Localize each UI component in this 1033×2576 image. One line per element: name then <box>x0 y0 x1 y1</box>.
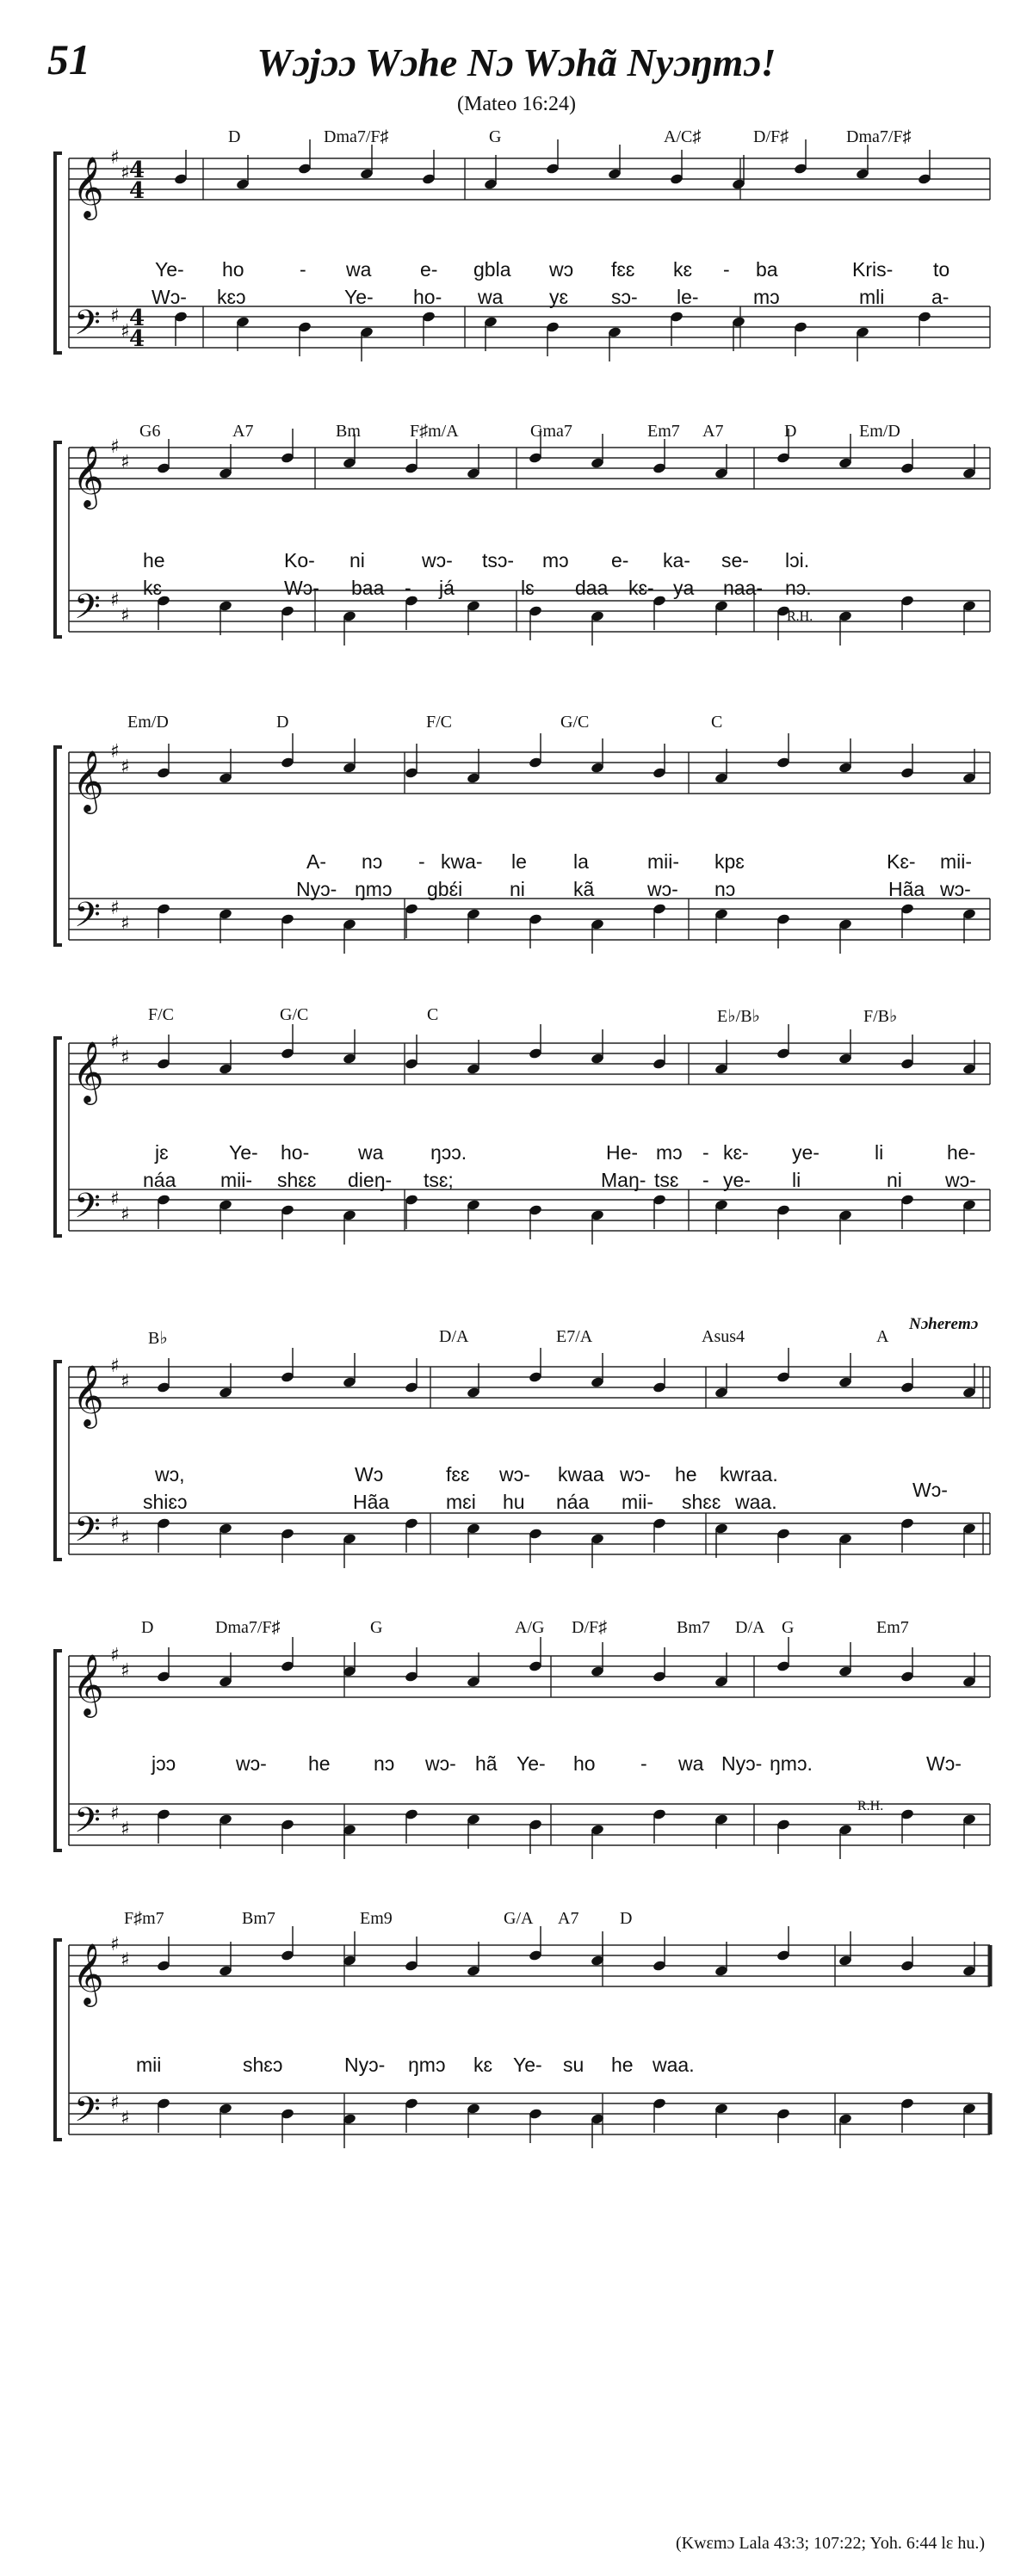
lyric-syllable: jɔɔ <box>152 1752 176 1775</box>
lyric-syllable: lɔi. <box>785 549 810 571</box>
lyric-syllable: hã <box>475 1752 498 1775</box>
lyric-syllable: kɛ <box>473 2054 493 2076</box>
svg-text:♯: ♯ <box>110 436 120 458</box>
lyric-syllable: kɛɔ <box>217 286 246 308</box>
lyric-syllable: mii <box>136 2054 162 2076</box>
svg-text:♯: ♯ <box>110 1512 120 1534</box>
chord-label: D/A <box>735 1618 765 1637</box>
lyric-syllable: ŋɔɔ. <box>430 1141 467 1164</box>
lyric-syllable: wɔ- <box>422 549 453 571</box>
lyric-syllable: Nyɔ- <box>296 878 337 900</box>
lyric-syllable: ho <box>222 258 244 281</box>
lyric-syllable: - <box>723 258 730 281</box>
lyric-syllable: Kris- <box>852 258 894 281</box>
hymn-title: Wɔjɔɔ Wɔhe Nɔ Wɔhã Nyɔŋmɔ! <box>257 40 776 84</box>
noteheads <box>157 1024 977 1245</box>
lyric-syllable: wɔ- <box>236 1752 267 1775</box>
music-system-3 <box>0 711 1033 1021</box>
chord-label: A7 <box>232 422 254 441</box>
chord-label: G/C <box>280 1005 309 1024</box>
svg-text:♯: ♯ <box>110 2092 120 2114</box>
svg-text:𝄞: 𝄞 <box>72 1040 104 1103</box>
lyric-syllable: tsɛ; <box>424 1169 454 1191</box>
staff-lines <box>55 147 990 353</box>
lyric-syllable: ni <box>887 1169 902 1191</box>
lyric-syllable: kɛ <box>673 258 693 281</box>
music-system-5 <box>0 1315 1033 1635</box>
svg-text:4: 4 <box>129 306 145 331</box>
lyric-syllable: Ko- <box>284 549 315 571</box>
lyric-syllable: a- <box>931 286 949 308</box>
noteheads <box>157 429 977 646</box>
hymn-number: 51 <box>47 35 90 83</box>
lyric-syllable: yɛ <box>549 286 569 308</box>
lyric-syllable: - <box>405 577 411 599</box>
lyric-syllable: li <box>875 1141 884 1164</box>
lyric-syllable: ho <box>573 1752 596 1775</box>
chord-label: G/C <box>560 713 590 732</box>
chord-label: G6 <box>139 422 161 441</box>
staff-lines <box>55 1645 990 1850</box>
lyric-syllable: - <box>640 1752 647 1775</box>
lyric-syllable: he <box>308 1752 331 1775</box>
svg-text:𝄞: 𝄞 <box>72 155 104 218</box>
lyric-syllable: Ye- <box>344 286 374 308</box>
lyric-syllable: mɔ <box>656 1141 683 1164</box>
svg-text:𝄢: 𝄢 <box>74 895 101 943</box>
svg-text:𝄞: 𝄞 <box>72 1942 104 2005</box>
lyric-syllable: Wɔ- <box>152 286 187 308</box>
lyric-syllable: e- <box>420 258 438 281</box>
lyric-syllable: baa <box>351 577 385 599</box>
svg-text:4: 4 <box>129 178 145 204</box>
ending-mark: Nɔheremɔ <box>909 1315 979 1333</box>
svg-text:♯: ♯ <box>110 1356 120 1377</box>
lyric-syllable: wɔ <box>549 258 574 281</box>
lyric-syllable: gbɛ́i <box>427 878 463 900</box>
lyric-syllable: daa <box>575 577 609 599</box>
lyric-syllable: - <box>300 258 306 281</box>
svg-text:♯: ♯ <box>121 1660 130 1682</box>
svg-text:♯: ♯ <box>110 1803 120 1825</box>
lyric-syllable: Wɔ- <box>912 1479 948 1501</box>
lyric-syllable: Ye- <box>229 1141 258 1164</box>
chord-label: Em9 <box>360 1909 393 1928</box>
chord-label: Em7 <box>647 422 680 441</box>
staff-lines <box>55 741 990 945</box>
lyric-syllable: wa <box>678 1752 704 1775</box>
lyric-syllable: mii- <box>220 1169 253 1191</box>
lyric-syllable: A- <box>306 850 326 873</box>
svg-text:♯: ♯ <box>121 1819 130 1840</box>
svg-text:𝄞: 𝄞 <box>72 749 104 812</box>
lyric-syllable: fɛɛ <box>611 258 635 281</box>
lyric-syllable: nɔ <box>362 850 383 873</box>
music-system-1 <box>0 120 1033 430</box>
lyric-syllable: ho- <box>413 286 442 308</box>
lyric-syllable: kwaa <box>558 1463 604 1486</box>
svg-text:𝄢: 𝄢 <box>74 303 101 351</box>
svg-text:♯: ♯ <box>121 321 130 343</box>
chord-label: Asus4 <box>702 1327 745 1346</box>
lyric-syllable: he <box>143 549 165 571</box>
lyric-syllable: wɔ, <box>155 1463 185 1486</box>
lyric-syllable: - <box>702 1169 709 1191</box>
svg-text:♯: ♯ <box>121 605 130 627</box>
svg-text:𝄢: 𝄢 <box>74 2090 101 2138</box>
chord-label: Gma7 <box>530 422 572 441</box>
svg-text:𝄢: 𝄢 <box>74 1801 101 1849</box>
lyric-syllable: le <box>511 850 527 873</box>
chord-label: Em/D <box>127 713 169 732</box>
svg-text:♯: ♯ <box>121 1949 130 1971</box>
svg-text:𝄢: 𝄢 <box>74 1510 101 1558</box>
svg-text:♯: ♯ <box>110 1032 120 1053</box>
lyric-syllable: li <box>792 1169 801 1191</box>
lyric-syllable: he <box>611 2054 634 2076</box>
svg-text:♯: ♯ <box>121 2108 130 2129</box>
lyric-syllable: ye- <box>723 1169 751 1191</box>
lyric-syllable: ŋmɔ <box>355 878 393 900</box>
chord-label: Bm7 <box>677 1618 710 1637</box>
svg-text:♯: ♯ <box>121 757 130 778</box>
lyric-syllable: wɔ- <box>940 878 971 900</box>
svg-text:4: 4 <box>129 326 145 352</box>
lyric-syllable: - <box>702 1141 709 1164</box>
lyric-syllable: shiɛɔ <box>143 1491 188 1513</box>
lyric-syllable: ni <box>510 878 525 900</box>
lyric-syllable: shɛɛ <box>682 1491 721 1513</box>
lyric-syllable: Ye- <box>516 1752 546 1775</box>
chord-label: A7 <box>558 1909 579 1928</box>
lyric-syllable: Hãa <box>353 1491 390 1513</box>
lyric-syllable: náa <box>143 1169 176 1191</box>
lyric-syllable: he <box>675 1463 697 1486</box>
chord-label: D <box>784 422 797 441</box>
chord-label: Bm <box>336 422 361 441</box>
right-hand-mark: R.H. <box>787 609 813 624</box>
noteheads <box>157 1637 977 1859</box>
chord-label: E7/A <box>556 1327 593 1346</box>
lyric-syllable: naa- <box>723 577 764 599</box>
lyric-syllable: wa <box>346 258 372 281</box>
lyric-syllable: ba <box>756 258 778 281</box>
lyric-syllable: Wɔ <box>355 1463 384 1486</box>
chord-label: D/A <box>439 1327 469 1346</box>
lyric-syllable: gbla <box>473 258 511 281</box>
lyric-syllable: wa <box>478 286 504 308</box>
staff-lines <box>55 1356 990 1560</box>
noteheads <box>157 733 977 954</box>
chord-label: Em/D <box>859 422 900 441</box>
chord-label: G <box>370 1618 383 1637</box>
chord-label: Bm7 <box>242 1909 275 1928</box>
chord-label: A7 <box>702 422 724 441</box>
chord-label: D <box>620 1909 633 1928</box>
lyric-syllable: - <box>418 850 425 873</box>
music-system-6 <box>0 1616 1033 1926</box>
lyric-syllable: Ye- <box>155 258 184 281</box>
svg-text:♯: ♯ <box>110 898 120 919</box>
lyric-syllable: ni <box>349 549 365 571</box>
lyric-syllable: wɔ- <box>945 1169 976 1191</box>
svg-text:𝄢: 𝄢 <box>74 1186 101 1234</box>
lyric-syllable: tsɔ- <box>482 549 515 571</box>
lyric-syllable: wɔ- <box>620 1463 651 1486</box>
svg-text:♯: ♯ <box>110 306 120 327</box>
svg-text:𝄞: 𝄞 <box>72 444 104 507</box>
chord-label: F/C <box>148 1005 175 1024</box>
chord-label: D <box>141 1618 154 1637</box>
lyric-syllable: mli <box>859 286 885 308</box>
svg-text:4: 4 <box>129 158 145 183</box>
chord-label: Dma7/F♯ <box>324 127 389 146</box>
chord-label: G <box>489 127 502 146</box>
lyric-syllable: ŋmɔ <box>408 2054 446 2076</box>
chord-label: D/F♯ <box>572 1618 608 1637</box>
lyric-syllable: Kɛ- <box>887 850 916 873</box>
chord-label: F/C <box>426 713 453 732</box>
chord-label: Em7 <box>876 1618 909 1637</box>
lyric-syllable: He- <box>606 1141 639 1164</box>
lyric-syllable: Wɔ- <box>284 577 319 599</box>
lyric-syllable: Wɔ- <box>926 1752 962 1775</box>
svg-text:♯: ♯ <box>110 590 120 611</box>
chord-label: A <box>876 1327 889 1346</box>
lyric-syllable: ya <box>673 577 695 599</box>
lyric-syllable: kpɛ <box>714 850 745 873</box>
lyric-syllable: kɛ- <box>723 1141 749 1164</box>
svg-text:♯: ♯ <box>121 163 130 184</box>
lyric-syllable: su <box>563 2054 585 2076</box>
lyric-syllable: shɛɛ <box>277 1169 317 1191</box>
lyric-syllable: kɛ- <box>628 577 654 599</box>
lyric-syllable: kɛ <box>143 577 163 599</box>
lyric-syllable: Ye- <box>513 2054 542 2076</box>
lyric-syllable: mii- <box>622 1491 654 1513</box>
svg-text:♯: ♯ <box>110 147 120 169</box>
lyric-syllable: wɔ- <box>499 1463 530 1486</box>
staff-lines <box>55 436 990 637</box>
chord-label: C <box>711 713 723 732</box>
lyric-syllable: se- <box>721 549 749 571</box>
svg-text:♯: ♯ <box>110 1934 120 1955</box>
lyric-syllable: kwa- <box>441 850 483 873</box>
music-system-2 <box>0 422 1033 732</box>
svg-text:♯: ♯ <box>121 1528 130 1549</box>
lyric-syllable: Nyɔ- <box>721 1752 763 1775</box>
lyric-syllable: hu <box>503 1491 525 1513</box>
lyric-syllable: Maŋ- <box>601 1169 646 1191</box>
svg-text:♯: ♯ <box>110 1189 120 1210</box>
noteheads <box>157 1926 977 2148</box>
lyric-syllable: Hãa <box>888 878 925 900</box>
chord-label: A/C♯ <box>664 127 702 146</box>
chord-label: G/A <box>504 1909 534 1928</box>
lyric-syllable: já <box>439 577 455 599</box>
lyric-syllable: jɛ <box>155 1141 169 1164</box>
lyric-syllable: mii- <box>647 850 680 873</box>
music-system-7 <box>0 1907 1033 2217</box>
chord-label: A/G <box>515 1618 545 1637</box>
svg-text:♯: ♯ <box>121 913 130 935</box>
chord-label: D/F♯ <box>753 127 789 146</box>
staff-lines <box>55 1934 990 2140</box>
lyric-syllable: wɔ- <box>647 878 678 900</box>
music-system-4 <box>0 1004 1033 1313</box>
lyric-syllable: wɔ- <box>425 1752 456 1775</box>
svg-text:♯: ♯ <box>121 1047 130 1069</box>
lyric-syllable: shɛɔ <box>243 2054 283 2076</box>
lyric-syllable: mɔ <box>753 286 780 308</box>
lyric-syllable: le- <box>677 286 699 308</box>
lyric-syllable: nɔ. <box>785 577 812 599</box>
chord-label: F♯m/A <box>410 422 459 441</box>
svg-text:𝄢: 𝄢 <box>74 587 101 635</box>
lyric-syllable: ka- <box>663 549 690 571</box>
chord-label: E♭/B♭ <box>717 1007 760 1026</box>
chord-label: F/B♭ <box>863 1007 898 1026</box>
noteheads <box>157 1348 977 1568</box>
lyric-syllable: Nyɔ- <box>344 2054 386 2076</box>
lyric-syllable: mii- <box>940 850 973 873</box>
right-hand-mark: R.H. <box>857 1799 884 1813</box>
chord-label: G <box>782 1618 795 1637</box>
lyric-syllable: mɔ <box>542 549 569 571</box>
lyric-syllable: mɛi <box>446 1491 476 1513</box>
staff-lines <box>55 1032 990 1236</box>
lyric-syllable: he- <box>947 1141 976 1164</box>
lyric-syllable: ŋmɔ. <box>770 1752 813 1775</box>
lyric-syllable: dieŋ- <box>348 1169 393 1191</box>
lyric-syllable: kã <box>573 878 595 900</box>
lyric-syllable: fɛɛ <box>446 1463 470 1486</box>
lyric-syllable: tsɛ <box>654 1169 679 1191</box>
lyric-syllable: waa. <box>735 1491 777 1513</box>
svg-text:♯: ♯ <box>121 1204 130 1226</box>
lyric-syllable: e- <box>611 549 629 571</box>
svg-text:♯: ♯ <box>110 741 120 763</box>
lyric-syllable: nɔ <box>374 1752 395 1775</box>
chord-label: C <box>427 1005 439 1024</box>
lyric-syllable: la <box>573 850 589 873</box>
lyric-syllable: waa. <box>653 2054 695 2076</box>
svg-text:♯: ♯ <box>121 1371 130 1393</box>
lyric-syllable: náa <box>556 1491 590 1513</box>
chord-label: D <box>276 713 289 732</box>
lyric-syllable: kwraa. <box>720 1463 778 1486</box>
noteheads <box>174 139 932 361</box>
lyric-syllable: wa <box>358 1141 384 1164</box>
chord-label: Dma7/F♯ <box>846 127 912 146</box>
lyric-syllable: lɛ <box>521 577 535 599</box>
lyric-syllable: to <box>933 258 950 281</box>
svg-text:♯: ♯ <box>110 1645 120 1666</box>
svg-text:𝄞: 𝄞 <box>72 1363 104 1426</box>
chord-label: B♭ <box>148 1329 168 1348</box>
footer-references: (Kwɛmɔ Lala 43:3; 107:22; Yoh. 6:44 lɛ hu.) <box>675 2534 985 2553</box>
chord-label: D <box>228 127 241 146</box>
scripture-reference: (Mateo 16:24) <box>457 93 576 115</box>
lyric-syllable: ye- <box>792 1141 820 1164</box>
svg-text:𝄞: 𝄞 <box>72 1652 104 1715</box>
lyric-syllable: sɔ- <box>611 286 638 308</box>
lyric-syllable: nɔ <box>714 878 736 900</box>
lyric-syllable: ho- <box>281 1141 310 1164</box>
chord-label: Dma7/F♯ <box>215 1618 281 1637</box>
svg-text:♯: ♯ <box>121 452 130 473</box>
chord-label: F♯m7 <box>124 1909 164 1928</box>
